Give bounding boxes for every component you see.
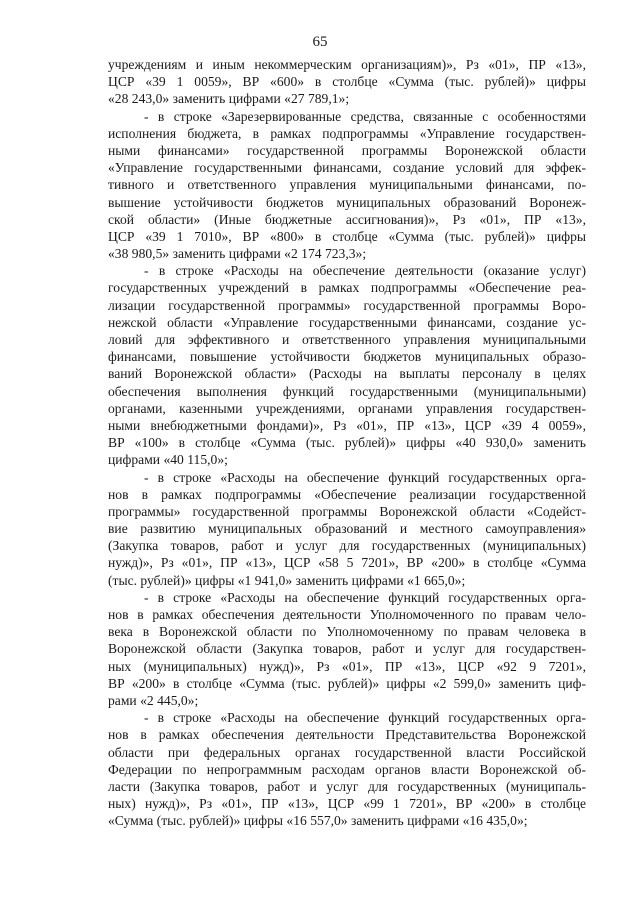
text-line: - в строке «Расходы на обеспечение деятельности (оказание услуг) bbox=[144, 263, 586, 279]
text-line: цифрами «40 115,0»; bbox=[108, 452, 228, 468]
text-line: ных) нужд)», Рз «01», ПР «13», ЦСР «99 1 7201», ВР «200» в столбце bbox=[108, 796, 586, 812]
text-line: - в строке «Расходы на обеспечение функций государственных орга- bbox=[144, 710, 586, 726]
text-line: ской области» (Иные бюджетные ассигнования)», Рз «01», ПР «13», bbox=[108, 211, 586, 227]
text-line: «28 243,0» заменить цифрами «27 789,1»; bbox=[108, 91, 350, 107]
text-line: государственных учреждений в рамках подпрограммы «Обеспечение реа- bbox=[108, 280, 586, 296]
text-line: (Закупка товаров, работ и услуг для государственных (муниципальных) bbox=[108, 538, 586, 554]
text-line: ловий для эффективного и ответственного управления муниципальными bbox=[108, 332, 586, 347]
text-line: тивного и ответственного управления муниципальными финансами, по- bbox=[108, 177, 586, 193]
text-line: вие развитию муниципальных образований и местного самоуправления» bbox=[108, 521, 586, 537]
text-line: «Управление государственными финансами, создание условий для эффек- bbox=[108, 160, 586, 176]
text-line: области при федеральных органах государственной власти Российской bbox=[108, 744, 586, 760]
page-number: 65 bbox=[312, 34, 328, 50]
text-line: - в строке «Расходы на обеспечение функций государственных орга- bbox=[144, 469, 586, 485]
text-line: нов в рамках обеспечения деятельности Представительства Воронежской bbox=[108, 727, 586, 743]
text-line: ными внебюджетными фондами)», Рз «01», ПР «13», ЦСР «39 4 0059», bbox=[108, 417, 586, 433]
text-line: органами, казенными учреждениями, органами управления государствен- bbox=[108, 400, 586, 416]
text-line: вышение устойчивости бюджетов муниципальных образований Воронеж- bbox=[108, 194, 586, 210]
text-line: нужд)», Рз «01», ПР «13», ЦСР «58 5 7201», ВР «200» в столбце «Сумма bbox=[108, 555, 586, 571]
text-line: ных (муниципальных) нужд)», Рз «01», ПР «13», ЦСР «92 9 7201», bbox=[108, 658, 586, 674]
text-line: нов в рамках обеспечения деятельности Уполномоченного по правам чело- bbox=[108, 607, 586, 622]
text-line: рами «2 445,0»; bbox=[108, 692, 199, 708]
text-line: нов в рамках подпрограммы «Обеспечение реализации государственной bbox=[108, 486, 586, 502]
text-line: исполнения бюджета, в рамках подпрограммы «Управление государствен- bbox=[108, 125, 586, 141]
text-line: века в Воронежской области по Уполномоченному по правам человека в bbox=[108, 624, 586, 640]
text-line: ВР «200» в столбце «Сумма (тыс. рублей)» цифры «2 599,0» заменить циф- bbox=[108, 675, 586, 691]
text-line: программы» государственной программы Воронежской области «Содейст- bbox=[108, 503, 586, 519]
text-line: учреждениям и иным некоммерческим организациям)», Рз «01», ПР «13», bbox=[108, 57, 586, 72]
text-line: нежской области «Управление государственными финансами, создание ус- bbox=[108, 314, 586, 330]
text-line: ЦСР «39 1 7010», ВР «800» в столбце «Сумма (тыс. рублей)» цифры bbox=[108, 228, 586, 244]
text-line: Воронежской области (Закупка товаров, работ и услуг для государствен- bbox=[108, 641, 586, 657]
text-line: ЦСР «39 1 0059», ВР «600» в столбце «Сумма (тыс. рублей)» цифры bbox=[108, 74, 586, 90]
text-line: (тыс. рублей)» цифры «1 941,0» заменить цифрами «1 665,0»; bbox=[108, 572, 466, 588]
text-line: «38 980,5» заменить цифрами «2 174 723,3»; bbox=[108, 246, 367, 262]
body-text bbox=[108, 56, 586, 829]
text-line: - в строке «Расходы на обеспечение функций государственных орга- bbox=[144, 589, 586, 605]
text-line: обеспечения выполнения функций государственными (муниципальными) bbox=[108, 383, 586, 399]
text-line: ВР «100» в столбце «Сумма (тыс. рублей)» цифры «40 930,0» заменить bbox=[108, 435, 586, 451]
text-line: - в строке «Зарезервированные средства, связанные с особенностями bbox=[144, 108, 586, 124]
text-line: лизации государственной программы» государственной программы Воро- bbox=[108, 297, 586, 313]
text-line: «Сумма (тыс. рублей)» цифры «16 557,0» заменить цифрами «16 435,0»; bbox=[108, 813, 528, 829]
text-line: ваний Воронежской области» (Расходы на выплаты персоналу в целях bbox=[108, 366, 586, 382]
text-line: финансами, повышение устойчивости бюджетов муниципальных образо- bbox=[108, 349, 586, 365]
text-line: ласти (Закупка товаров, работ и услуг для государственных (муниципаль- bbox=[108, 778, 586, 794]
text-line: ными финансами» государственной программы Воронежской области bbox=[108, 142, 586, 158]
text-line: Федерации по непрограммным расходам органов власти Воронежской об- bbox=[108, 761, 586, 777]
